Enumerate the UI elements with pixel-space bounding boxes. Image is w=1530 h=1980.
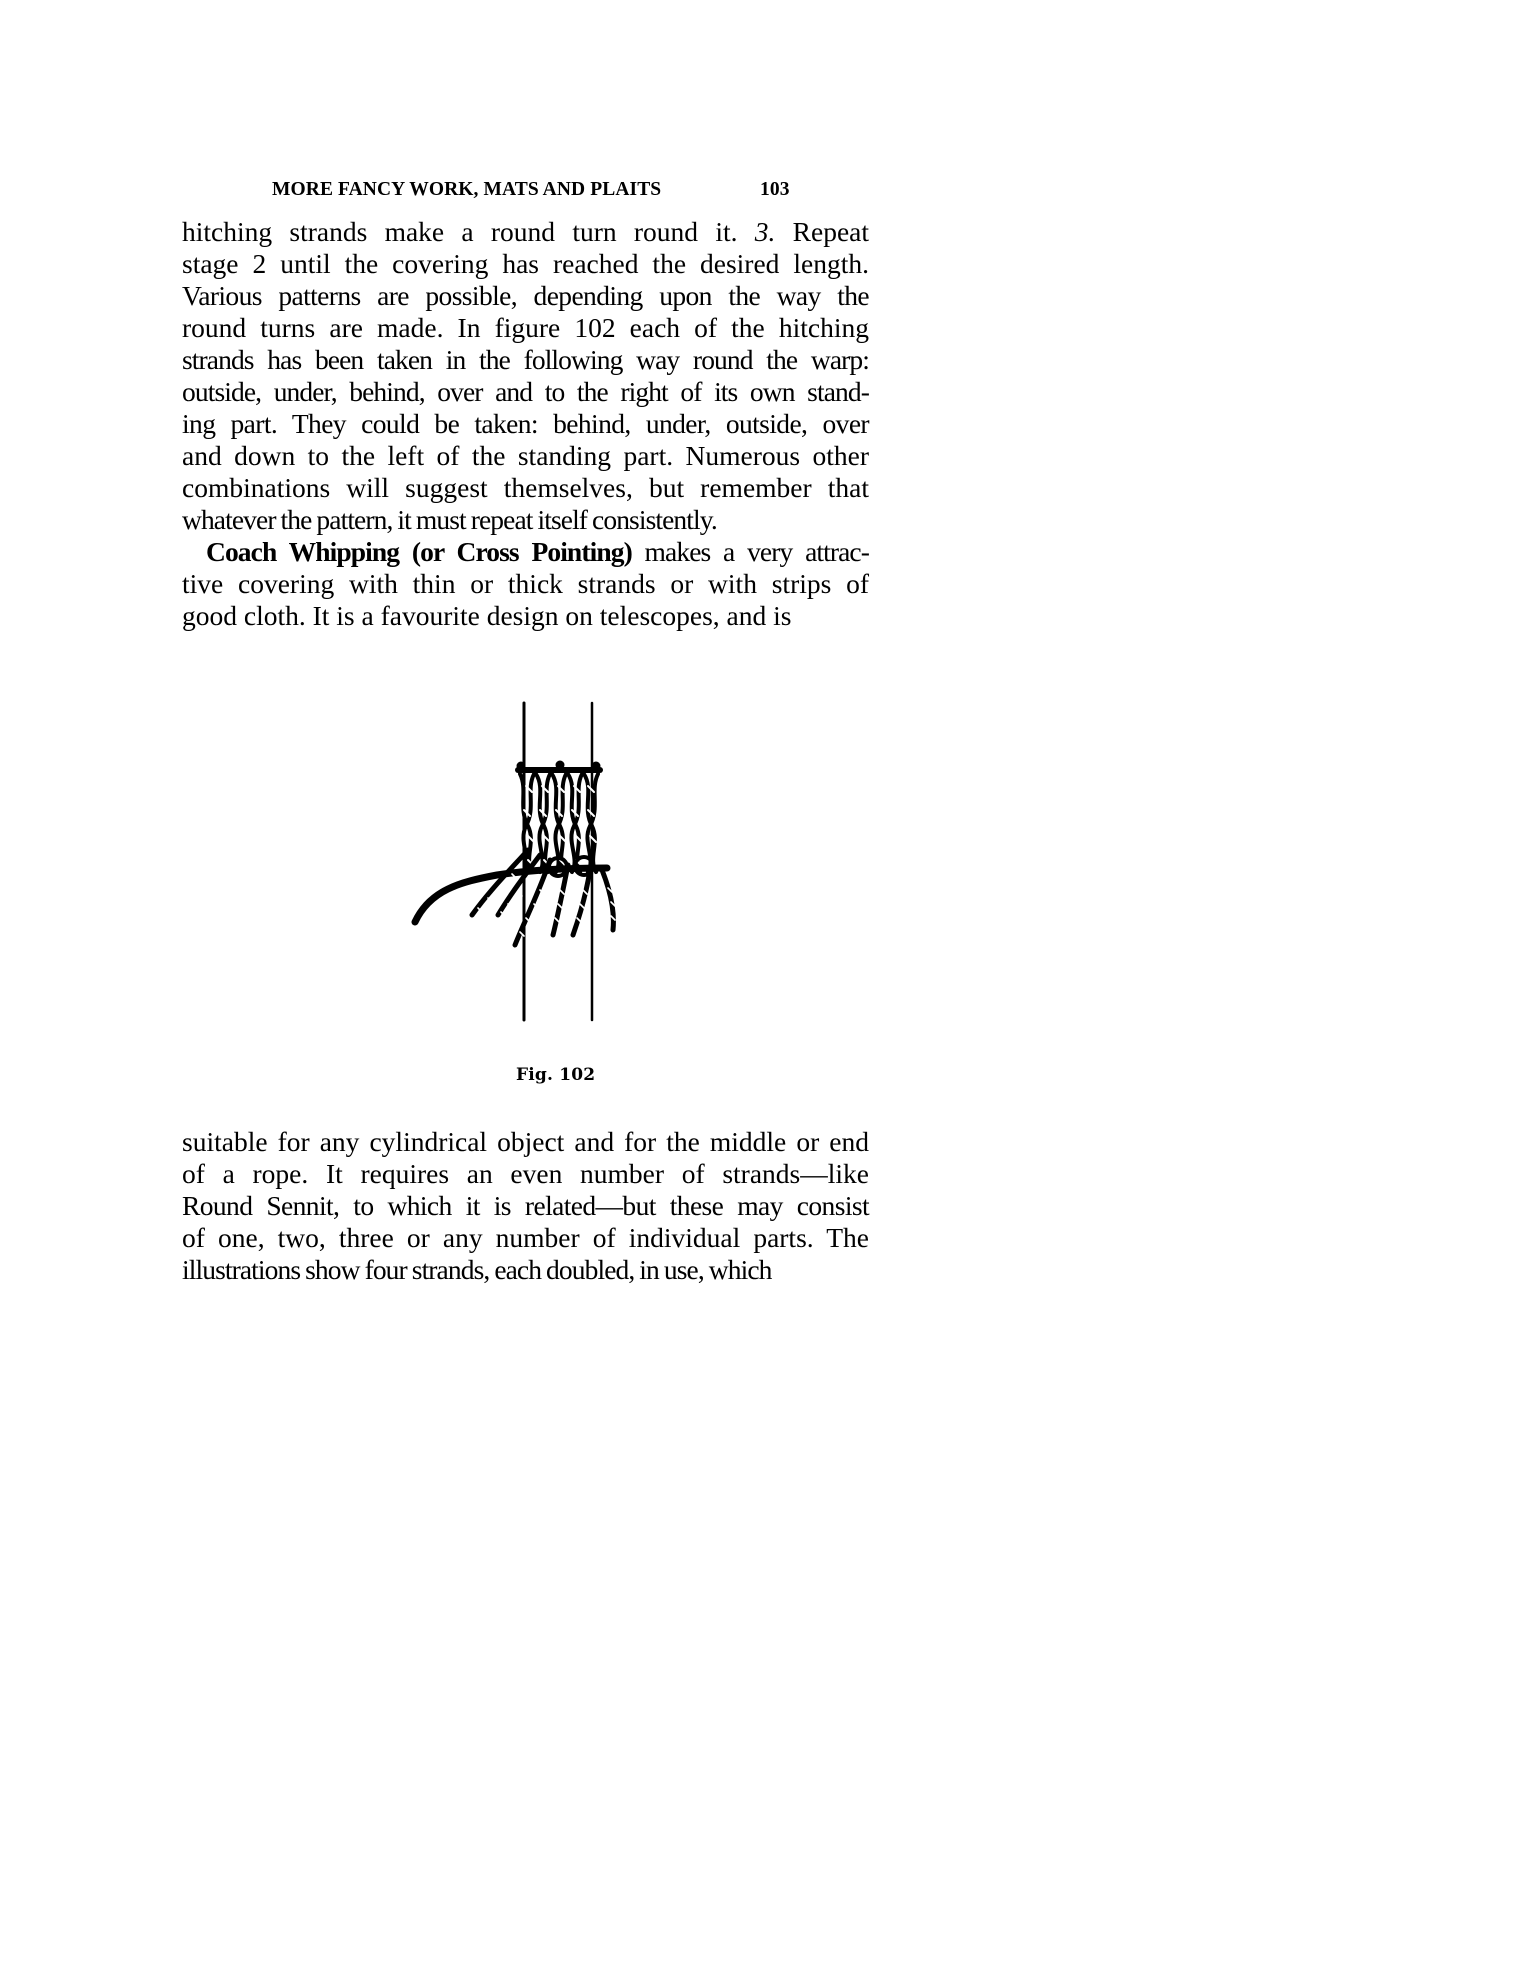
running-head [272, 178, 802, 202]
section-heading: Coach Whipping (or Cross Pointing) [206, 536, 632, 567]
rope-illustration [400, 690, 630, 1030]
text-line: combinations will suggest themselves, but remember that [182, 472, 869, 503]
chapter-title: MORE FANCY WORK, MATS AND PLAITS [272, 179, 662, 200]
text-line: illustrations show four strands, each doubled, in use, which [182, 1254, 772, 1285]
text-line: suitable for any cylindrical object and for the middle or end [182, 1126, 869, 1157]
text-line: of a rope. It requires an even number of strands—like [182, 1158, 869, 1189]
page-number: 103 [760, 179, 790, 200]
text-line: stage 2 until the covering has reached the desired length. [182, 248, 869, 279]
text-line: Round Sennit, to which it is related—but these may consist [182, 1190, 869, 1221]
text-line: of one, two, three or any number of individual parts. The [182, 1222, 869, 1253]
text-run: Repeat [775, 216, 869, 247]
text-line: whatever the pattern, it must repeat itself consistently. [182, 504, 717, 535]
text-line [182, 216, 869, 248]
text-line: ing part. They could be taken: behind, under, outside, over [182, 408, 869, 439]
text-run: makes a very attrac- [631, 536, 869, 567]
step-number: 3. [754, 216, 776, 247]
coach-whipping-figure-icon [400, 690, 630, 1030]
text-line: strands has been taken in the following way round the warp: [182, 344, 869, 375]
text-line: good cloth. It is a favourite design on telescopes, and is [182, 600, 792, 631]
text-line: outside, under, behind, over and to the right of its own stand- [182, 376, 869, 407]
text-line: tive covering with thin or thick strands or with strips of [182, 568, 869, 599]
body-text-top [182, 216, 869, 632]
text-line: Various patterns are possible, depending upon the way the [182, 280, 869, 311]
figure-caption: Fig. 102 [516, 1065, 596, 1085]
text-line: round turns are made. In figure 102 each of the hitching [182, 312, 869, 343]
text-run: hitching strands make a round turn round it. [182, 216, 755, 247]
text-line [182, 536, 869, 568]
text-line: and down to the left of the standing part. Numerous other [182, 440, 869, 471]
body-text-bottom [182, 1126, 869, 1286]
